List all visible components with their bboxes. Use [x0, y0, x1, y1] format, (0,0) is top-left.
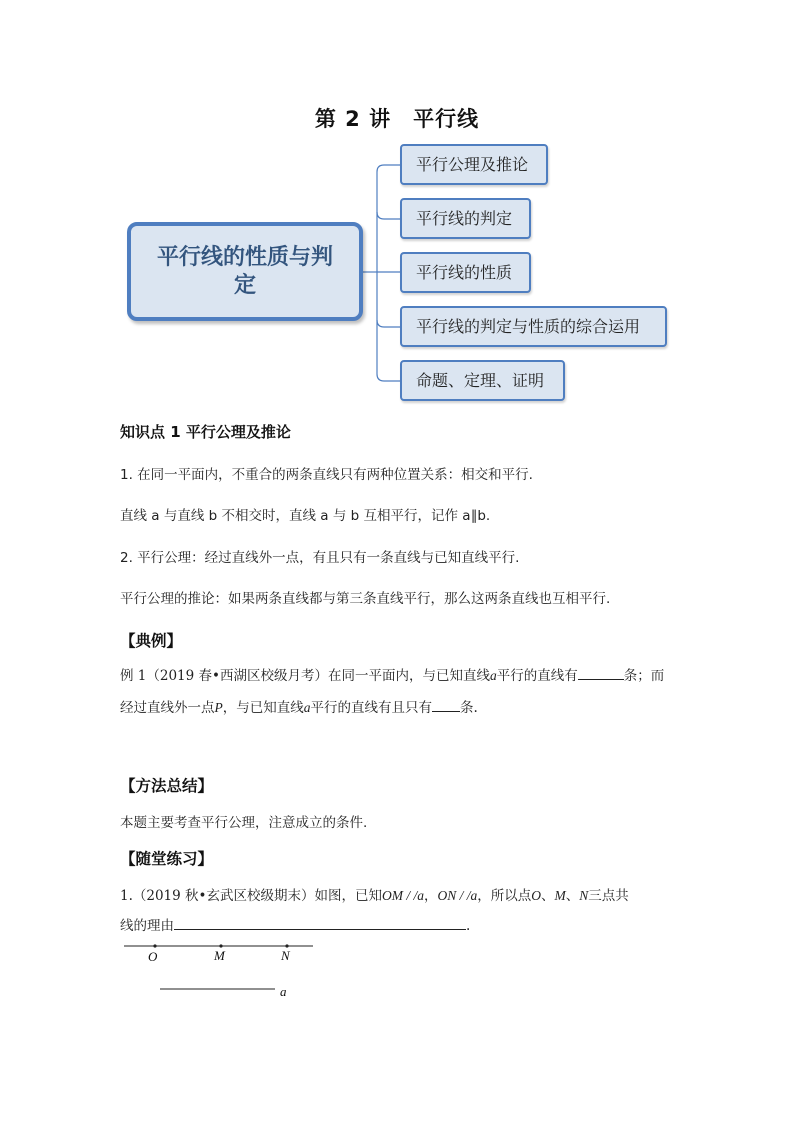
branch-label: 平行线的判定 [416, 209, 513, 228]
branch-line-2 [377, 212, 400, 219]
variable-p: P [214, 700, 223, 715]
label-m: M [214, 948, 225, 963]
practice-text: 三点共 [588, 888, 629, 904]
method-text: 本题主要考查平行公理，注意成立的条件. [120, 815, 368, 831]
expression-on-parallel-a: ON / /a [437, 888, 478, 903]
paragraph-2: 直线 a 与直线 b 不相交时，直线 a 与 b 互相平行，记作 a∥b. [120, 508, 491, 524]
dot-o [153, 944, 156, 947]
branch-line-5 [377, 374, 400, 381]
practice-line-2 [120, 914, 470, 934]
variable-a: a [303, 700, 311, 715]
example-text: 条；而 [623, 668, 665, 684]
answer-blank-2[interactable] [432, 697, 460, 712]
example-text: 条. [460, 700, 478, 716]
example-line-2 [120, 696, 478, 716]
answer-blank-3[interactable] [174, 915, 466, 930]
expression-om-parallel-a: OM / /a [382, 888, 424, 903]
answer-blank-1[interactable] [578, 665, 624, 680]
example-heading: 【典例】 [120, 632, 183, 650]
practice-text: . [466, 918, 471, 934]
practice-text: ， [424, 888, 438, 904]
variable-a: a [490, 668, 497, 683]
practice-text: ，所以点 [477, 888, 532, 904]
center-node-label: 平行线的性质与判定 [156, 244, 333, 298]
mind-map-connectors [0, 0, 794, 420]
branch-label: 平行线的判定与性质的综合运用 [416, 317, 641, 336]
point-n: N [579, 888, 589, 903]
example-text: 平行的直线有 [496, 668, 578, 684]
example-text: 经过直线外一点 [120, 700, 215, 716]
branch-label: 命题、定理、证明 [416, 371, 545, 390]
point-o: O [531, 888, 542, 903]
branch-line-4 [377, 320, 400, 327]
practice-text: 1.（2019 秋•玄武区校级期末）如图，已知 [120, 888, 382, 904]
example-line-1 [120, 664, 664, 684]
branch-label: 平行公理及推论 [416, 155, 529, 174]
mind-map-center-node [127, 222, 363, 321]
label-o: O [148, 949, 158, 964]
label-n: N [281, 948, 290, 963]
practice-line-1 [120, 884, 629, 904]
point-m: M [554, 888, 566, 903]
branch-label: 平行线的性质 [416, 263, 513, 282]
paragraph-4: 平行公理的推论：如果两条直线都与第三条直线平行，那么这两条直线也互相平行. [120, 591, 611, 607]
lecture-number: 第 2 讲 [314, 107, 392, 131]
mind-map-branch-parallel-axiom [400, 144, 548, 185]
example-text: 例 1（2019 春•西湖区校级月考）在同一平面内，与已知直线 [120, 668, 490, 684]
example-text: ，与已知直线 [222, 700, 304, 716]
lecture-topic: 平行线 [413, 107, 480, 131]
method-heading: 【方法总结】 [120, 777, 214, 795]
mind-map [0, 0, 794, 420]
section-heading: 知识点 1 平行公理及推论 [120, 423, 291, 441]
practice-text: 线的理由 [120, 918, 174, 934]
example-text: 平行的直线有且只有 [310, 700, 432, 716]
mind-map-branch-propositions [400, 360, 565, 401]
practice-text: 、 [565, 888, 580, 904]
mind-map-branch-combined-use [400, 306, 667, 347]
label-a: a [280, 984, 287, 999]
paragraph-1: 1. 在同一平面内，不重合的两条直线只有两种位置关系：相交和平行. [120, 467, 533, 483]
paragraph-3: 2. 平行公理：经过直线外一点，有且只有一条直线与已知直线平行. [120, 550, 520, 566]
mind-map-branch-properties [400, 252, 531, 293]
practice-text: 、 [541, 888, 555, 904]
mind-map-branch-determination [400, 198, 531, 239]
practice-heading: 【随堂练习】 [120, 850, 214, 868]
branch-line-1 [377, 165, 400, 172]
